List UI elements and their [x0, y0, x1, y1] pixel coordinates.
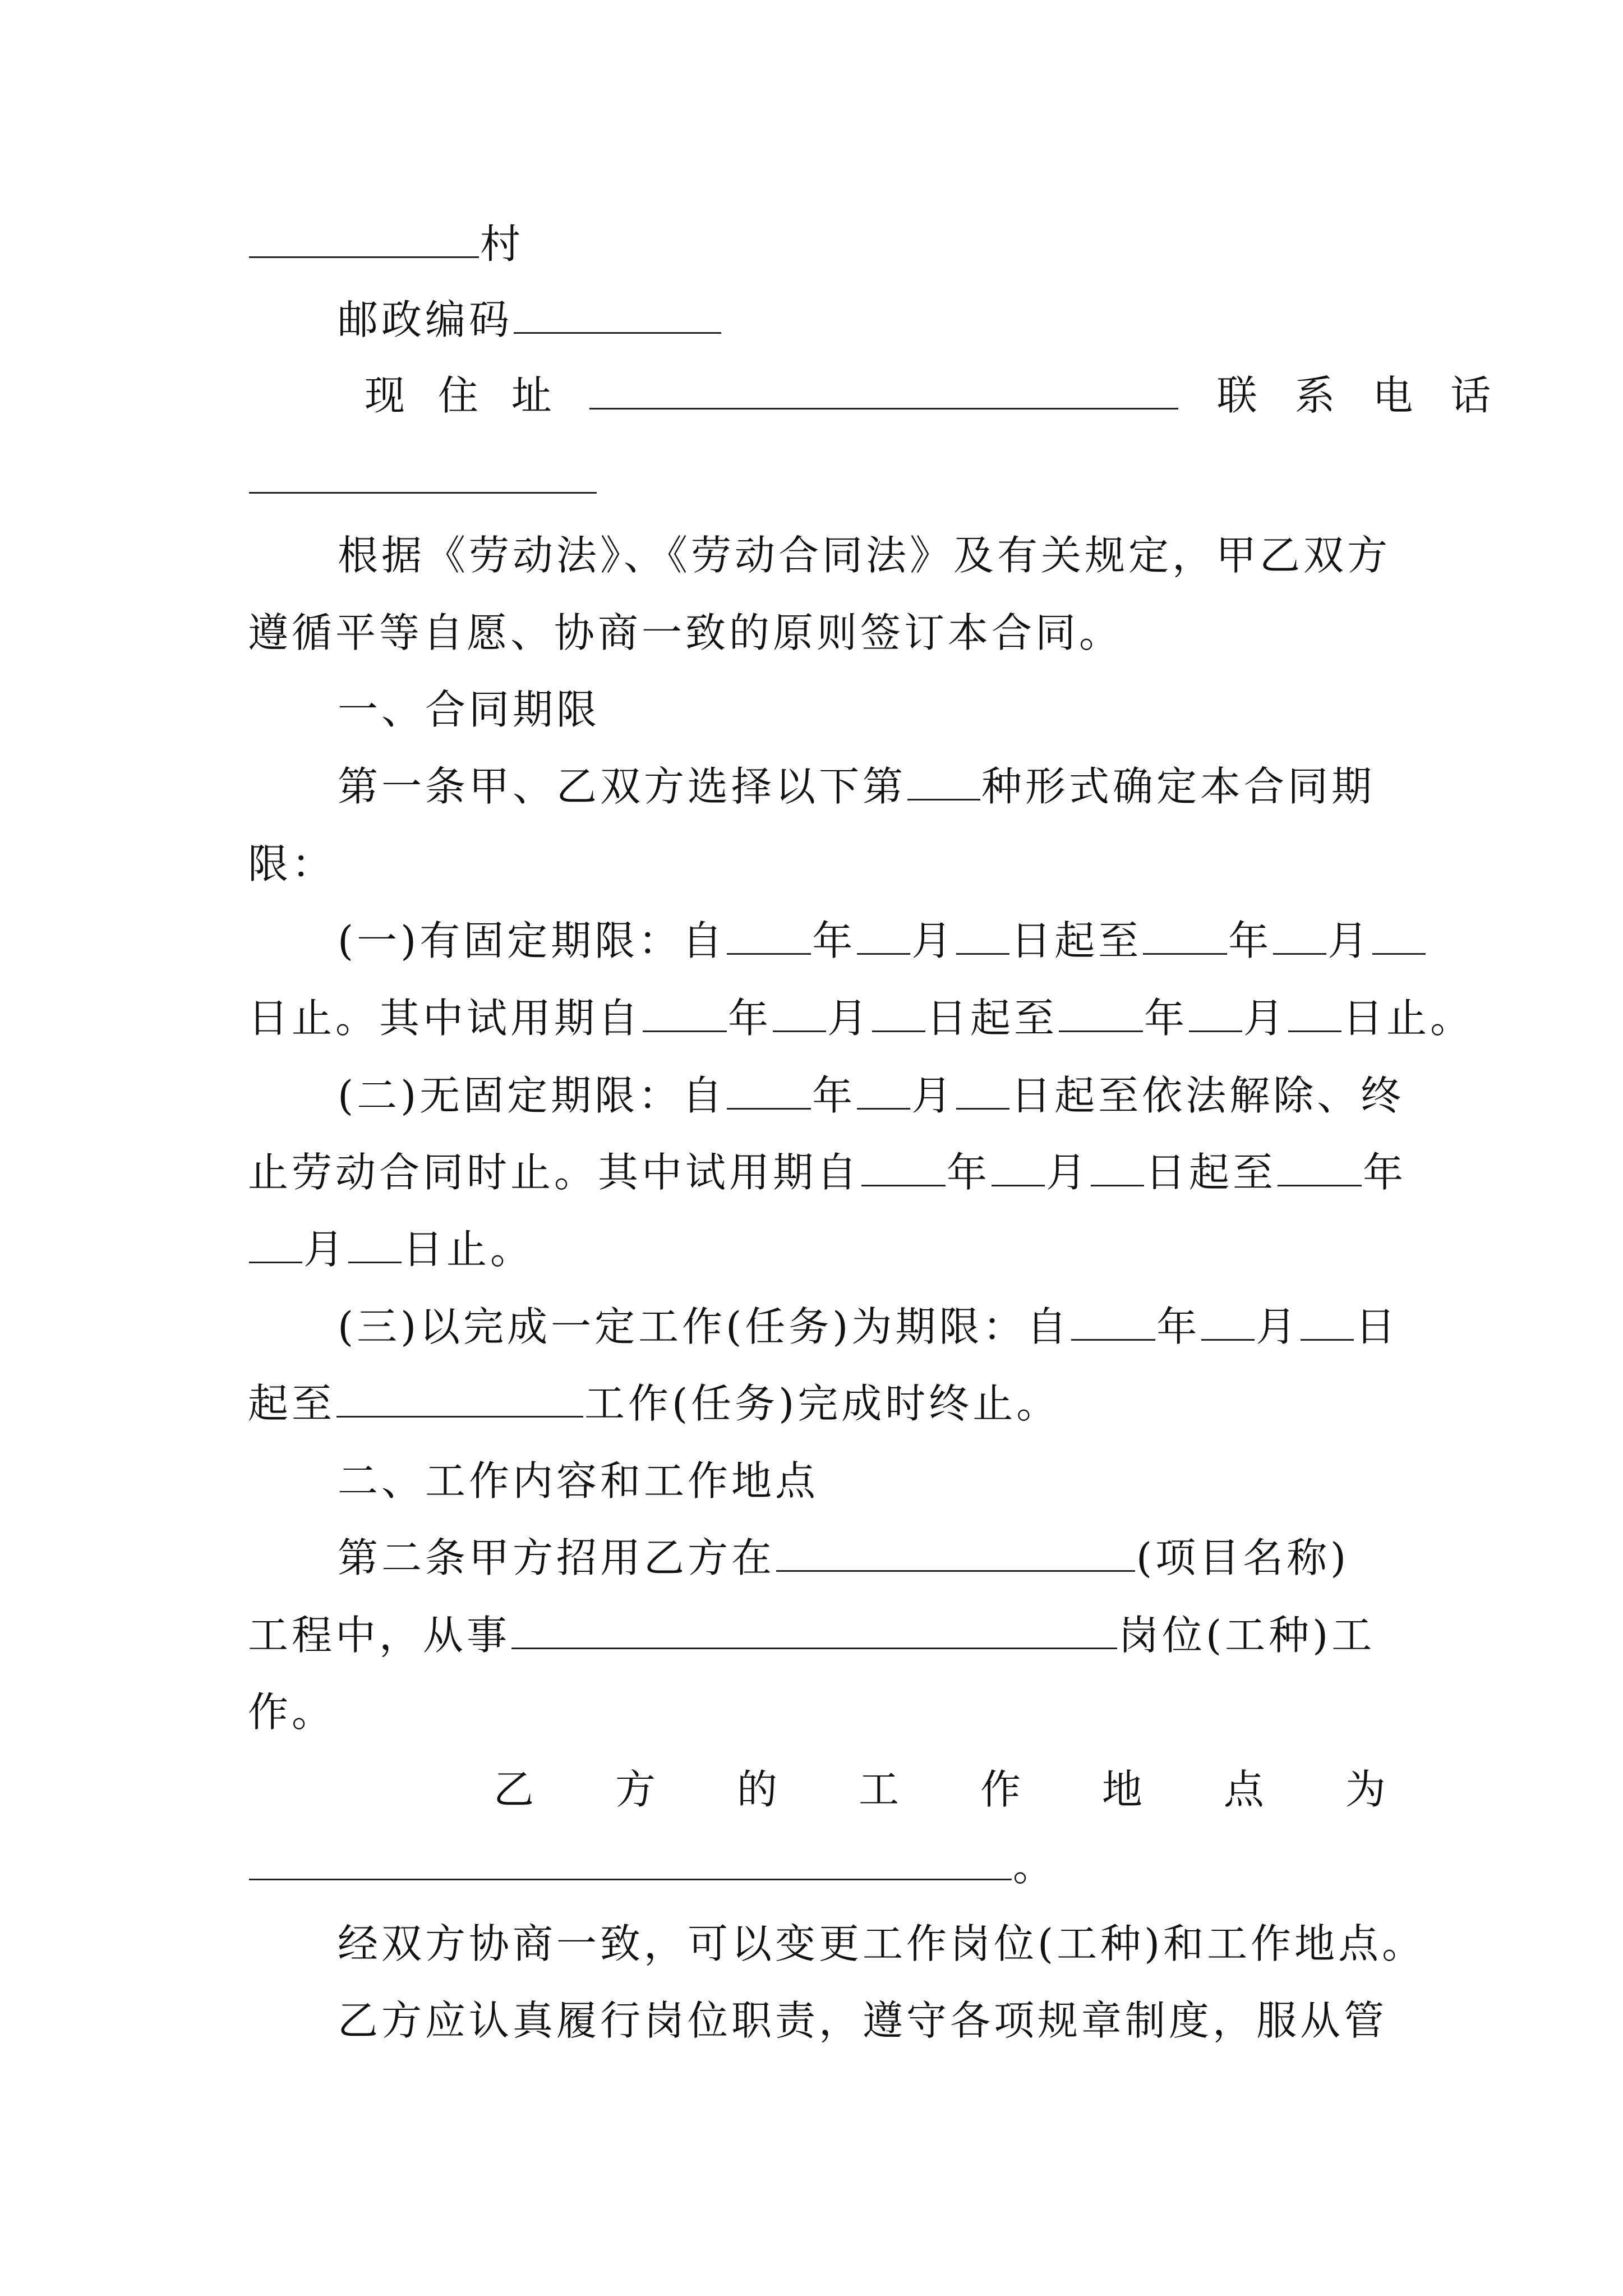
month-label: 月	[911, 917, 956, 964]
open-probation-label: 止劳动合同时止。其中试用期自	[248, 1149, 861, 1196]
work-location-char: 的	[736, 1766, 781, 1813]
project-name-label: (项目名称)	[1136, 1534, 1350, 1581]
task-start-month-blank[interactable]	[1201, 1304, 1255, 1341]
open-probation-start-year-blank[interactable]	[861, 1150, 946, 1186]
address-blank[interactable]	[589, 373, 1178, 409]
work-location-blank-line	[248, 1835, 1389, 1897]
day-end-label: 日止。	[1343, 995, 1474, 1042]
probation-start-year-blank[interactable]	[643, 996, 727, 1032]
open-term-line-1	[338, 1065, 1405, 1126]
work-location-char: 点	[1223, 1766, 1267, 1813]
open-probation-end-month-blank[interactable]	[249, 1227, 302, 1263]
article-2-text-a: 第二条甲方招用乙方在	[338, 1534, 776, 1581]
fixed-end-day-blank[interactable]	[1372, 918, 1426, 955]
section-1-heading: 一、合同期限	[338, 686, 601, 733]
month-label: 月	[1046, 1149, 1090, 1196]
fixed-term-line-1	[338, 910, 1389, 972]
task-term-line-2	[248, 1373, 1389, 1434]
year-label: 年	[1156, 1303, 1201, 1350]
year-label: 年	[728, 995, 772, 1042]
duties-line: 乙方应认真履行岗位职责，遵守各项规章制度，服从管	[338, 1997, 1388, 2044]
village-blank[interactable]	[249, 222, 479, 258]
open-probation-end-year-blank[interactable]	[1278, 1150, 1362, 1186]
article-1-line-2: 限：	[248, 840, 336, 887]
article-1-text-a: 第一条甲、乙双方选择以下第	[338, 763, 907, 810]
work-location-line	[494, 1759, 1389, 1820]
task-end-text: 工作(任务)完成时终止。	[584, 1380, 1061, 1427]
day-start-label: 日起至	[1011, 917, 1142, 964]
open-start-day-blank[interactable]	[956, 1073, 1009, 1110]
probation-end-day-blank[interactable]	[1288, 996, 1341, 1032]
year-label: 年	[1363, 1149, 1407, 1196]
article-1-line-1	[338, 756, 1389, 817]
village-label: 村	[480, 220, 524, 268]
probation-label: 日止。其中试用期自	[248, 995, 642, 1042]
open-start-year-blank[interactable]	[727, 1073, 811, 1110]
task-end-blank[interactable]	[336, 1381, 583, 1418]
postcode-line	[338, 289, 1389, 351]
task-term-line-1	[338, 1296, 1399, 1358]
task-term-label: (三)以完成一定工作(任务)为期限：自	[338, 1303, 1071, 1350]
day-start-label: 日起至	[1145, 1149, 1277, 1196]
probation-start-month-blank[interactable]	[773, 996, 826, 1032]
work-location-char: 乙	[494, 1766, 538, 1813]
project-name-blank[interactable]	[776, 1535, 1135, 1572]
open-probation-end-day-blank[interactable]	[348, 1227, 402, 1263]
open-term-line-2	[248, 1142, 1407, 1203]
year-label: 年	[1144, 995, 1188, 1042]
address-phone-line	[365, 365, 1504, 426]
fixed-term-label: (一)有固定期限：自	[338, 917, 726, 964]
fixed-start-month-blank[interactable]	[857, 918, 910, 955]
open-probation-start-day-blank[interactable]	[1091, 1150, 1144, 1186]
month-label: 月	[1243, 995, 1288, 1042]
work-location-char: 为	[1345, 1766, 1389, 1813]
position-label: 岗位(工种)工	[1118, 1612, 1376, 1659]
month-label: 月	[1327, 917, 1372, 964]
article-2-line-2	[248, 1604, 1389, 1666]
position-blank[interactable]	[511, 1613, 1117, 1649]
article-2-line-1	[338, 1527, 1389, 1589]
month-label: 月	[303, 1226, 348, 1273]
year-label: 年	[1228, 917, 1272, 964]
open-term-label: (二)无固定期限：自	[338, 1072, 726, 1119]
article-2-line-3: 作。	[248, 1688, 336, 1736]
day-label: 日	[1355, 1303, 1399, 1350]
postcode-blank[interactable]	[514, 297, 721, 334]
task-start-day-blank[interactable]	[1301, 1304, 1354, 1341]
day-start-label: 日起至	[926, 995, 1058, 1042]
period-mark: 。	[1013, 1843, 1057, 1890]
probation-start-day-blank[interactable]	[872, 996, 925, 1032]
fixed-start-year-blank[interactable]	[727, 918, 811, 955]
probation-end-year-blank[interactable]	[1059, 996, 1143, 1032]
intro-line-1: 根据《劳动法》、《劳动合同法》及有关规定，甲乙双方	[338, 532, 1391, 579]
fixed-end-month-blank[interactable]	[1273, 918, 1326, 955]
year-label: 年	[947, 1149, 991, 1196]
open-probation-start-month-blank[interactable]	[992, 1150, 1045, 1186]
work-location-char: 地	[1101, 1766, 1146, 1813]
postcode-label: 邮政编码	[338, 296, 513, 343]
open-term-line-3	[248, 1218, 1389, 1280]
phone-blank[interactable]	[249, 457, 597, 494]
month-label: 月	[827, 995, 872, 1042]
work-location-blank[interactable]	[249, 1844, 1012, 1880]
fixed-end-year-blank[interactable]	[1143, 918, 1227, 955]
task-end-label: 起至	[248, 1380, 336, 1427]
task-start-year-blank[interactable]	[1071, 1304, 1155, 1341]
work-location-char: 方	[615, 1766, 659, 1813]
intro-line-2: 遵循平等自愿、协商一致的原则签订本合同。	[248, 609, 1123, 656]
phone-label: 联 系 电 话	[1216, 372, 1504, 419]
year-label: 年	[812, 917, 856, 964]
article-1-text-b: 种形式确定本合同期	[981, 763, 1376, 810]
section-2-heading: 二、工作内容和工作地点	[338, 1457, 819, 1504]
month-label: 月	[1256, 1303, 1300, 1350]
engaged-in-label: 工程中，从事	[248, 1612, 511, 1659]
form-choice-blank[interactable]	[907, 764, 980, 800]
month-label: 月	[911, 1072, 956, 1119]
phone-blank-line	[248, 449, 1389, 510]
open-term-text: 日起至依法解除、终	[1011, 1072, 1405, 1119]
open-start-month-blank[interactable]	[857, 1073, 910, 1110]
work-location-char: 工	[858, 1766, 902, 1813]
fixed-term-line-2	[248, 987, 1474, 1049]
change-position-line: 经双方协商一致，可以变更工作岗位(工种)和工作地点。	[338, 1920, 1426, 1967]
fixed-start-day-blank[interactable]	[956, 918, 1009, 955]
village-line	[248, 213, 1389, 275]
address-label: 现 住 址	[365, 372, 562, 419]
year-label: 年	[812, 1072, 856, 1119]
work-location-char: 作	[980, 1766, 1024, 1813]
day-end-label: 日止。	[403, 1226, 534, 1273]
probation-end-month-blank[interactable]	[1189, 996, 1242, 1032]
